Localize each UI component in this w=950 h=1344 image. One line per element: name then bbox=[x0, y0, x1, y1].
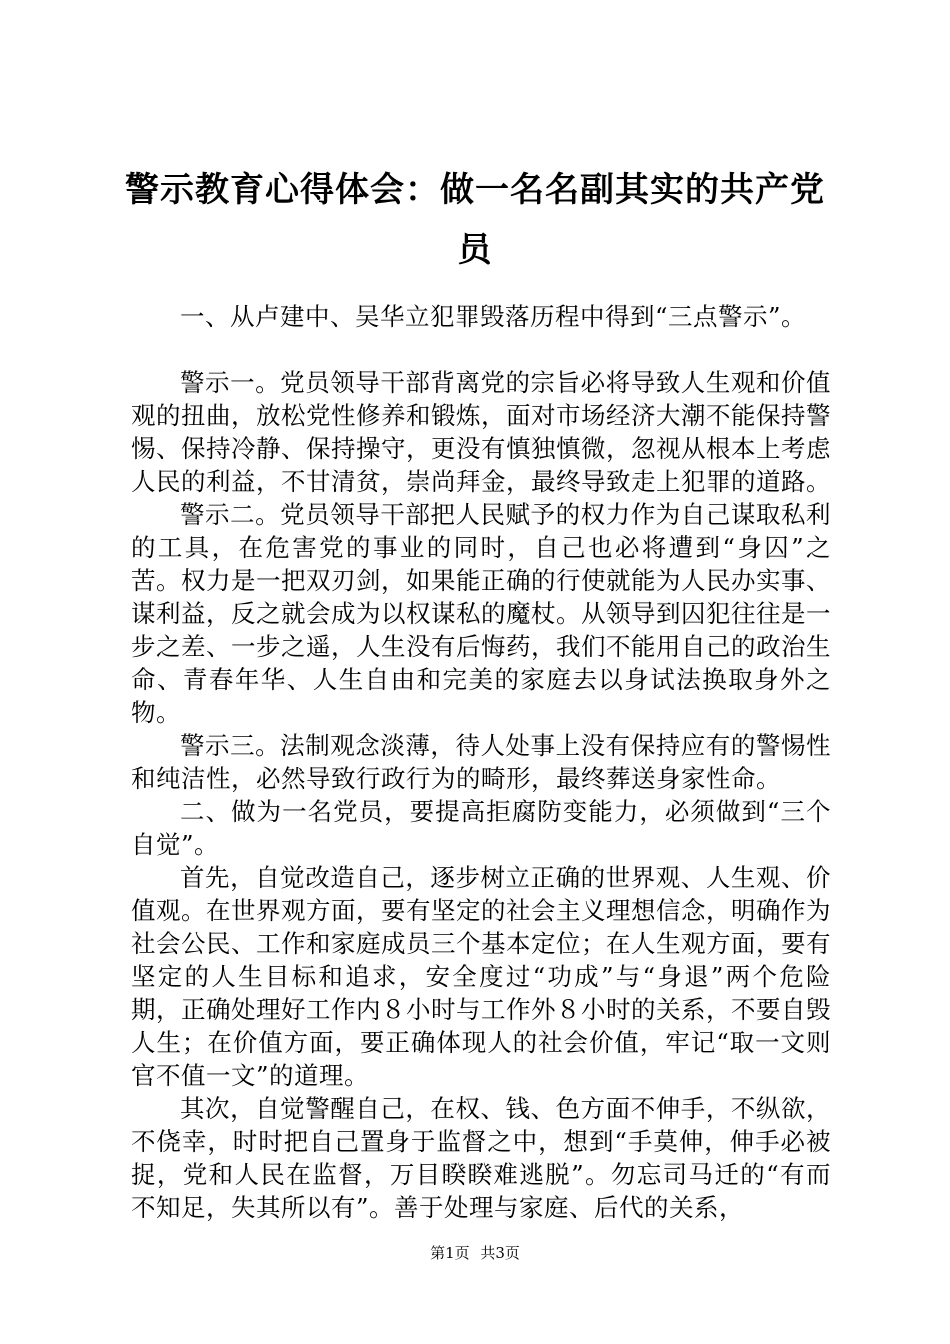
page-total: 共3页 bbox=[480, 1244, 520, 1262]
page-number: 第1页 bbox=[430, 1244, 470, 1262]
document-body bbox=[131, 300, 831, 1224]
section-heading-2: 二、做为一名党员，要提高拒腐防变能力，必须做到“三个自觉”。 bbox=[131, 797, 831, 859]
paragraph-warning-1: 警示一。党员领导干部背离党的宗旨必将导致人生观和价值观的扭曲，放松党性修养和锻炼，面对市场经济大潮不能保持警惕、保持冷静、保持操守，更没有慎独慎微，忽视从根本上考虑人民的利益，不甘清贫，崇尚拜金，最终导致走上犯罪的道路。 bbox=[131, 368, 831, 496]
paragraph-warning-3: 警示三。法制观念淡薄，待人处事上没有保持应有的警惕性和纯洁性，必然导致行政行为的畸形，最终葬送身家性命。 bbox=[131, 731, 831, 793]
paragraph-warning-2: 警示二。党员领导干部把人民赋予的权力作为自己谋取私利的工具，在危害党的事业的同时，自己也必将遭到“身囚”之苦。权力是一把双刃剑，如果能正确的行使就能为人民办实事、谋利益，反之就会成为以权谋私的魔杖。从领导到囚犯往往是一步之差、一步之遥，人生没有后悔药，我们不能用自己的政治生命、青春年华、人生自由和完美的家庭去以身试法换取身外之物。 bbox=[131, 500, 831, 727]
page-footer bbox=[0, 1243, 950, 1263]
paragraph-second: 其次，自觉警醒自己，在权、钱、色方面不伸手，不纵欲，不侥幸，时时把自己置身于监督之中，想到“手莫伸，伸手必被捉，党和人民在监督，万目睽睽难逃脱”。勿忘司马迁的“有而不知足，失其所以有”。善于处理与家庭、后代的关系， bbox=[131, 1094, 831, 1222]
document-title: 警示教育心得体会：做一名名副其实的共产党员 bbox=[125, 170, 825, 270]
section-heading-1: 一、从卢建中、吴华立犯罪毁落历程中得到“三点警示”。 bbox=[180, 302, 807, 331]
paragraph-first: 首先，自觉改造自己，逐步树立正确的世界观、人生观、价值观。在世界观方面，要有坚定的社会主义理想信念，明确作为社会公民、工作和家庭成员三个基本定位；在人生观方面，要有坚定的人生目标和追求，安全度过“功成”与“身退”两个危险期，正确处理好工作内８小时与工作外８小时的关系，不要自毁人生；在价值方面，要正确体现人的社会价值，牢记“取一文则官不值一文”的道理。 bbox=[131, 863, 831, 1090]
